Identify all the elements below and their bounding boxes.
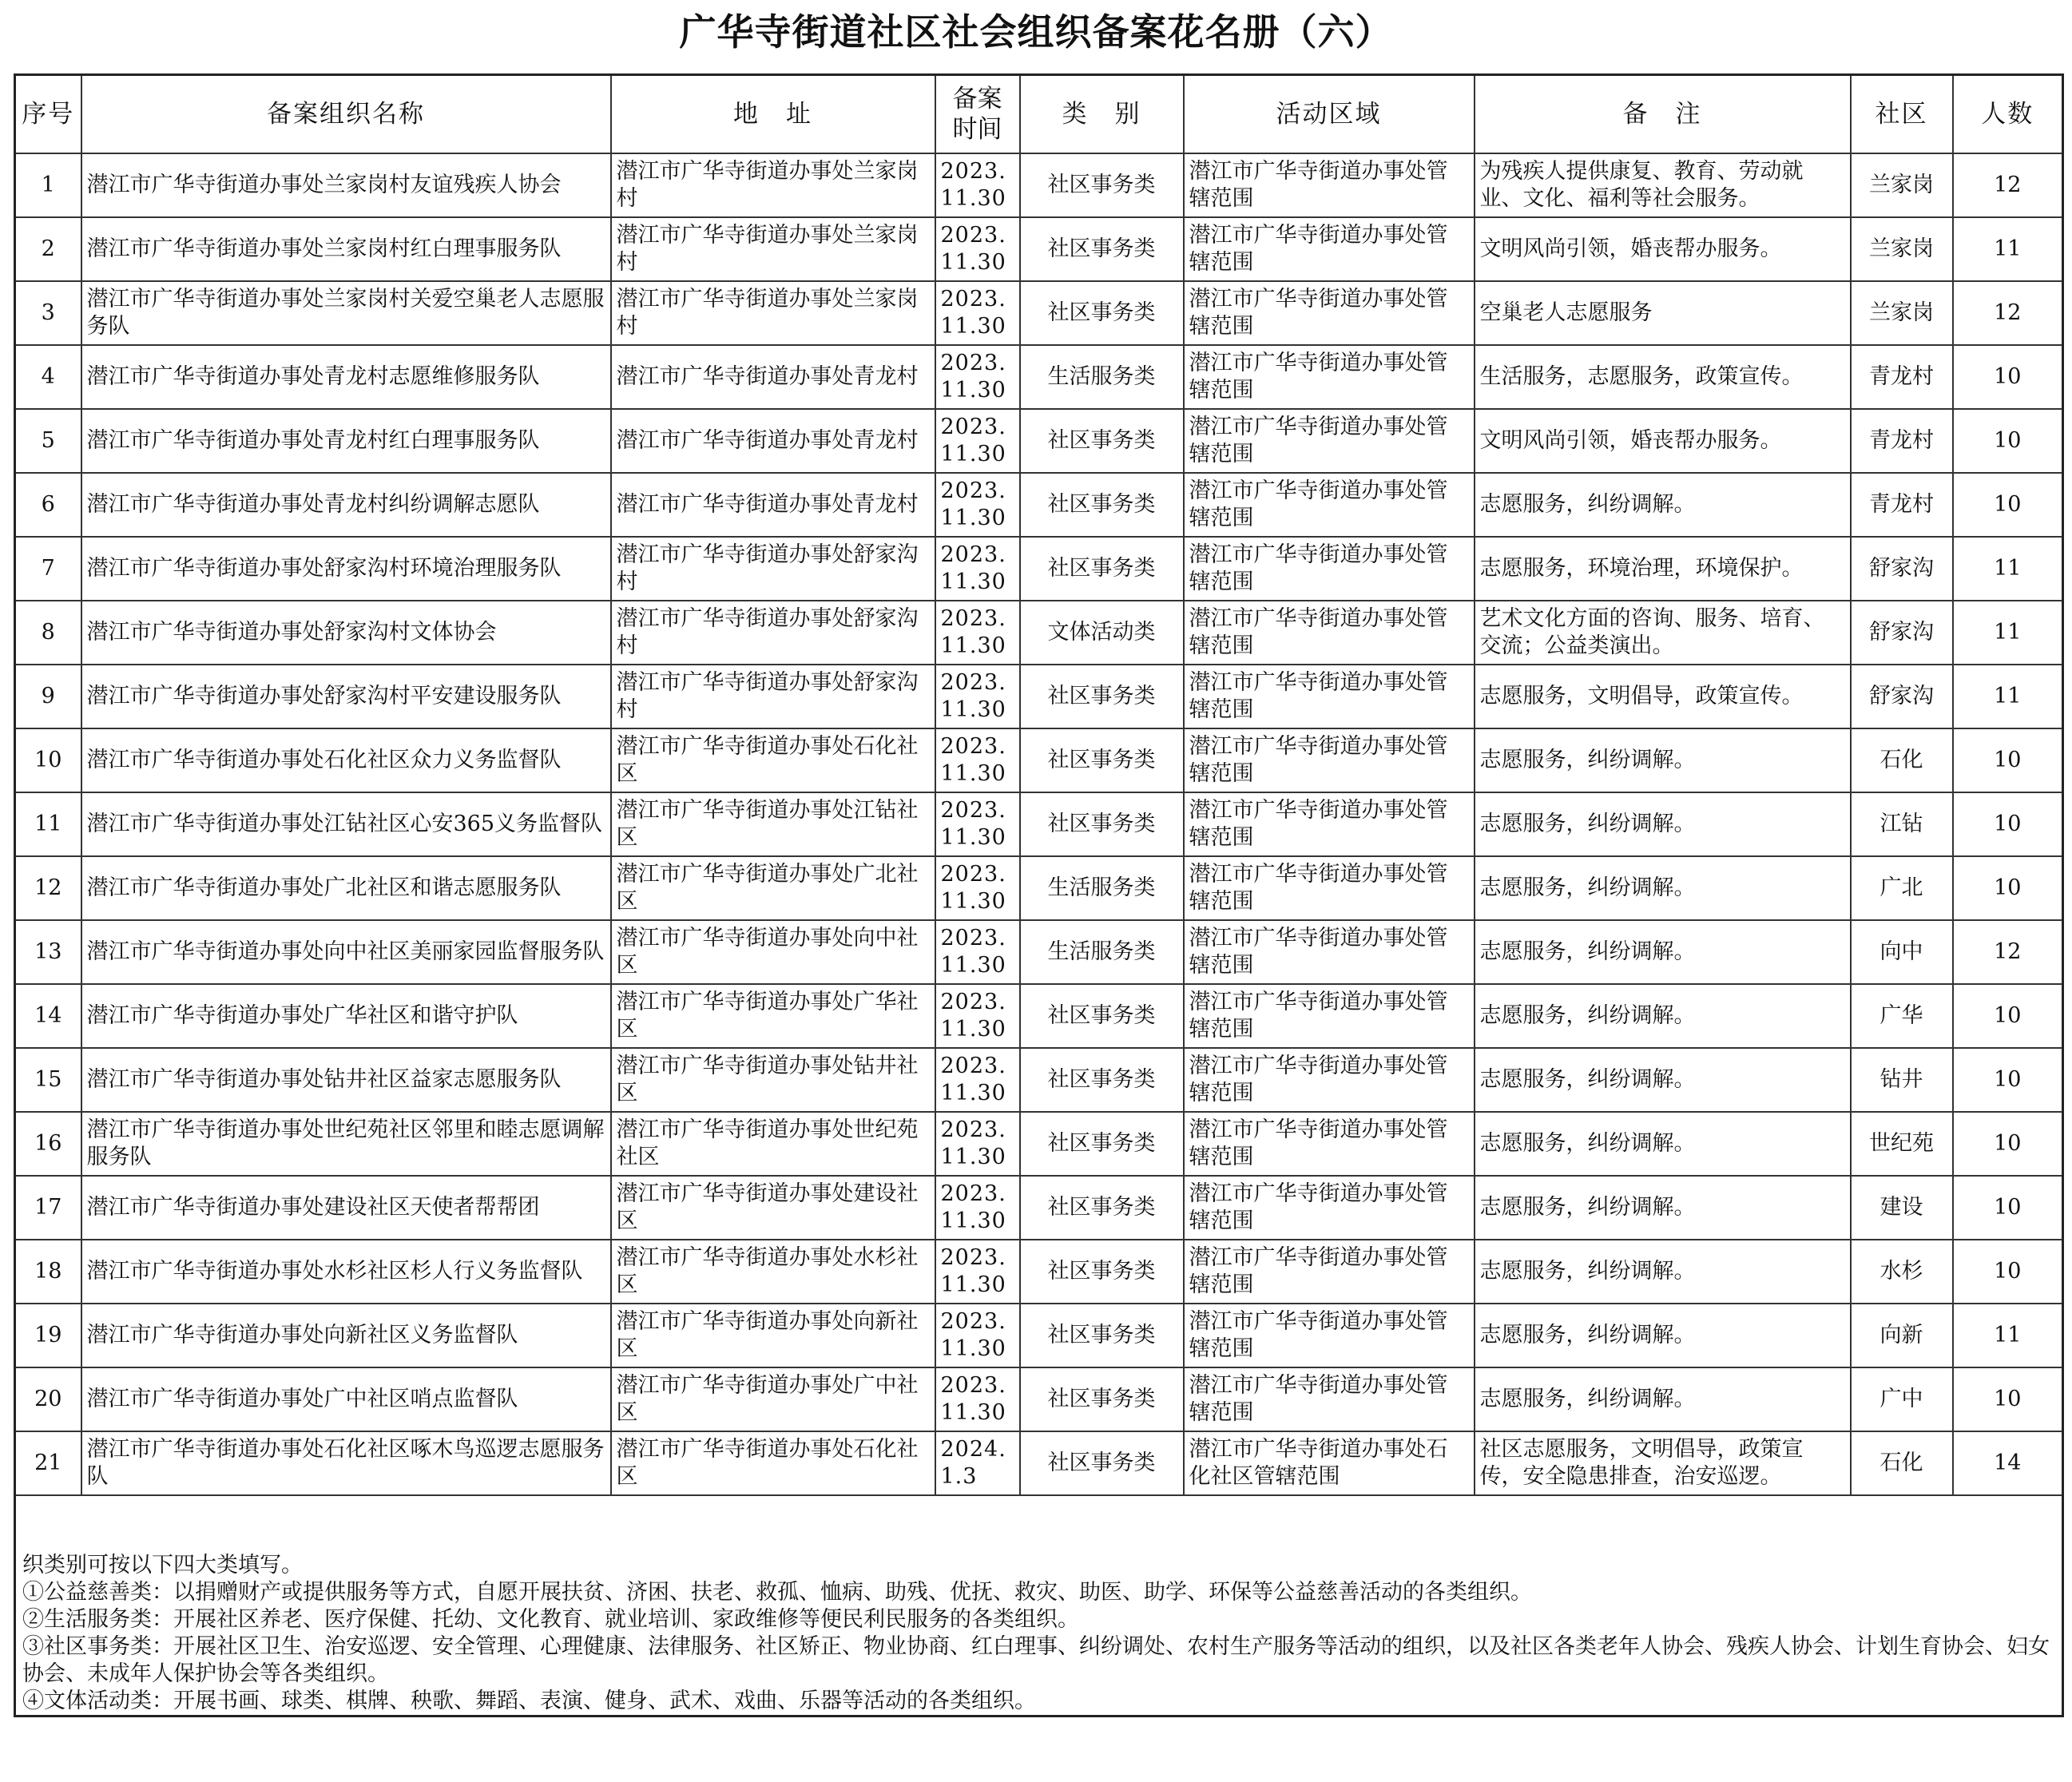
cell-note: 空巢老人志愿服务: [1475, 281, 1851, 345]
category-notes: [15, 1495, 2063, 1717]
cell-index: 7: [15, 537, 81, 601]
cell-activity-area: 潜江市广华寺街道办事处管辖范围: [1184, 856, 1475, 920]
cell-date: 2023. 11.30: [935, 665, 1020, 728]
cell-date: 2023. 11.30: [935, 601, 1020, 665]
cell-note: 志愿服务，纠纷调解。: [1475, 792, 1851, 856]
cell-index: 20: [15, 1367, 81, 1431]
cell-community: 舒家沟: [1851, 537, 1953, 601]
cell-address: 潜江市广华寺街道办事处舒家沟村: [611, 601, 935, 665]
cell-org-name: 潜江市广华寺街道办事处青龙村纠纷调解志愿队: [81, 473, 611, 537]
note-community-affairs: ③社区事务类：开展社区卫生、治安巡逻、安全管理、心理健康、法律服务、社区矫正、物业协商、红白理事、纠纷调处、农村生产服务等活动的组织，以及社区各类老年人协会、残疾人协会、计划生育协会、妇女协会、未成年人保护协会等各类组织。: [22, 1634, 2050, 1686]
cell-category: 社区事务类: [1020, 473, 1184, 537]
cell-community: 钻井: [1851, 1048, 1953, 1112]
page-title: 广华寺街道社区社会组织备案花名册（六）: [679, 10, 1393, 54]
cell-category: 社区事务类: [1020, 1431, 1184, 1495]
cell-date: 2023. 11.30: [935, 728, 1020, 792]
cell-category: 社区事务类: [1020, 665, 1184, 728]
cell-index: 19: [15, 1304, 81, 1367]
table-row: [15, 601, 2063, 665]
note-charity: ①公益慈善类：以捐赠财产或提供服务等方式，自愿开展扶贫、济困、扶老、救孤、恤病、助残、优抚、救灾、助医、助学、环保等公益慈善活动的各类组织。: [22, 1580, 1532, 1605]
table-row: [15, 856, 2063, 920]
cell-date: 2023. 11.30: [935, 1240, 1020, 1304]
cell-org-name: 潜江市广华寺街道办事处兰家岗村关爱空巢老人志愿服务队: [81, 281, 611, 345]
cell-org-name: 潜江市广华寺街道办事处向中社区美丽家园监督服务队: [81, 920, 611, 984]
cell-org-name: 潜江市广华寺街道办事处青龙村志愿维修服务队: [81, 345, 611, 409]
cell-community: 建设: [1851, 1176, 1953, 1240]
note-life-service: ②生活服务类：开展社区养老、医疗保健、托幼、文化教育、就业培训、家政维修等便民利民服务的各类组织。: [22, 1607, 1079, 1632]
table-row: [15, 153, 2063, 217]
cell-community: 向中: [1851, 920, 1953, 984]
cell-category: 社区事务类: [1020, 728, 1184, 792]
cell-date: 2023. 11.30: [935, 217, 1020, 281]
cell-org-name: 潜江市广华寺街道办事处石化社区啄木鸟巡逻志愿服务队: [81, 1431, 611, 1495]
cell-index: 2: [15, 217, 81, 281]
col-header-note: 备 注: [1475, 75, 1851, 154]
cell-community: 青龙村: [1851, 345, 1953, 409]
table-row: [15, 1048, 2063, 1112]
cell-index: 18: [15, 1240, 81, 1304]
cell-note: 志愿服务，环境治理，环境保护。: [1475, 537, 1851, 601]
cell-category: 社区事务类: [1020, 1112, 1184, 1176]
cell-address: 潜江市广华寺街道办事处广华社区: [611, 984, 935, 1048]
cell-index: 12: [15, 856, 81, 920]
table-row: [15, 1112, 2063, 1176]
cell-member-count: 10: [1953, 1240, 2063, 1304]
cell-date: 2023. 11.30: [935, 1112, 1020, 1176]
cell-member-count: 10: [1953, 856, 2063, 920]
cell-category: 社区事务类: [1020, 1048, 1184, 1112]
cell-community: 江钻: [1851, 792, 1953, 856]
note-intro: 织类别可按以下四大类填写。: [22, 1553, 303, 1578]
cell-org-name: 潜江市广华寺街道办事处青龙村红白理事服务队: [81, 409, 611, 473]
cell-category: 社区事务类: [1020, 1240, 1184, 1304]
cell-org-name: 潜江市广华寺街道办事处江钻社区心安365义务监督队: [81, 792, 611, 856]
cell-date: 2023. 11.30: [935, 1367, 1020, 1431]
cell-activity-area: 潜江市广华寺街道办事处管辖范围: [1184, 1304, 1475, 1367]
table-row: [15, 920, 2063, 984]
cell-org-name: 潜江市广华寺街道办事处钻井社区益家志愿服务队: [81, 1048, 611, 1112]
cell-category: 社区事务类: [1020, 1304, 1184, 1367]
cell-org-name: 潜江市广华寺街道办事处广华社区和谐守护队: [81, 984, 611, 1048]
cell-index: 17: [15, 1176, 81, 1240]
cell-index: 15: [15, 1048, 81, 1112]
cell-activity-area: 潜江市广华寺街道办事处管辖范围: [1184, 1367, 1475, 1431]
table-row: [15, 984, 2063, 1048]
cell-index: 9: [15, 665, 81, 728]
cell-org-name: 潜江市广华寺街道办事处广北社区和谐志愿服务队: [81, 856, 611, 920]
cell-activity-area: 潜江市广华寺街道办事处管辖范围: [1184, 281, 1475, 345]
cell-address: 潜江市广华寺街道办事处兰家岗村: [611, 153, 935, 217]
cell-activity-area: 潜江市广华寺街道办事处管辖范围: [1184, 217, 1475, 281]
cell-index: 21: [15, 1431, 81, 1495]
col-header-community: 社区: [1851, 75, 1953, 154]
cell-community: 广北: [1851, 856, 1953, 920]
cell-community: 世纪苑: [1851, 1112, 1953, 1176]
cell-note: 为残疾人提供康复、教育、劳动就业、文化、福利等社会服务。: [1475, 153, 1851, 217]
cell-activity-area: 潜江市广华寺街道办事处管辖范围: [1184, 409, 1475, 473]
table-row: [15, 473, 2063, 537]
cell-note: 志愿服务，纠纷调解。: [1475, 1048, 1851, 1112]
cell-member-count: 10: [1953, 792, 2063, 856]
note-culture-sports: ④文体活动类：开展书画、球类、棋牌、秧歌、舞蹈、表演、健身、武术、戏曲、乐器等活动的各类组织。: [22, 1689, 1036, 1713]
cell-member-count: 11: [1953, 665, 2063, 728]
col-header-area: 活动区域: [1184, 75, 1475, 154]
col-header-address: 地 址: [611, 75, 935, 154]
table-row: [15, 345, 2063, 409]
cell-date: 2023. 11.30: [935, 281, 1020, 345]
cell-address: 潜江市广华寺街道办事处广中社区: [611, 1367, 935, 1431]
table-row: [15, 1431, 2063, 1495]
cell-date: 2023. 11.30: [935, 345, 1020, 409]
col-header-date: 备案 时间: [935, 75, 1020, 154]
cell-org-name: 潜江市广华寺街道办事处舒家沟村文体协会: [81, 601, 611, 665]
cell-index: 8: [15, 601, 81, 665]
cell-community: 水杉: [1851, 1240, 1953, 1304]
cell-category: 文体活动类: [1020, 601, 1184, 665]
cell-index: 6: [15, 473, 81, 537]
cell-activity-area: 潜江市广华寺街道办事处管辖范围: [1184, 1112, 1475, 1176]
col-header-category: 类 别: [1020, 75, 1184, 154]
cell-member-count: 10: [1953, 345, 2063, 409]
cell-member-count: 12: [1953, 920, 2063, 984]
cell-category: 生活服务类: [1020, 856, 1184, 920]
cell-category: 社区事务类: [1020, 984, 1184, 1048]
cell-member-count: 10: [1953, 1176, 2063, 1240]
cell-activity-area: 潜江市广华寺街道办事处管辖范围: [1184, 665, 1475, 728]
cell-index: 11: [15, 792, 81, 856]
cell-community: 兰家岗: [1851, 153, 1953, 217]
cell-member-count: 11: [1953, 217, 2063, 281]
cell-activity-area: 潜江市广华寺街道办事处管辖范围: [1184, 792, 1475, 856]
cell-member-count: 10: [1953, 409, 2063, 473]
cell-member-count: 10: [1953, 984, 2063, 1048]
cell-community: 石化: [1851, 728, 1953, 792]
cell-date: 2023. 11.30: [935, 473, 1020, 537]
cell-community: 石化: [1851, 1431, 1953, 1495]
roster-table: [14, 73, 2064, 1717]
table-row: [15, 281, 2063, 345]
cell-address: 潜江市广华寺街道办事处向新社区: [611, 1304, 935, 1367]
cell-member-count: 12: [1953, 153, 2063, 217]
cell-note: 志愿服务，纠纷调解。: [1475, 1304, 1851, 1367]
cell-date: 2023. 11.30: [935, 537, 1020, 601]
cell-activity-area: 潜江市广华寺街道办事处管辖范围: [1184, 1048, 1475, 1112]
cell-address: 潜江市广华寺街道办事处江钻社区: [611, 792, 935, 856]
cell-activity-area: 潜江市广华寺街道办事处石化社区管辖范围: [1184, 1431, 1475, 1495]
cell-community: 兰家岗: [1851, 217, 1953, 281]
cell-address: 潜江市广华寺街道办事处石化社区: [611, 1431, 935, 1495]
table-row: [15, 1367, 2063, 1431]
cell-note: 志愿服务，纠纷调解。: [1475, 1112, 1851, 1176]
cell-date: 2023. 11.30: [935, 1048, 1020, 1112]
cell-member-count: 10: [1953, 1048, 2063, 1112]
cell-date: 2023. 11.30: [935, 920, 1020, 984]
cell-community: 广华: [1851, 984, 1953, 1048]
cell-index: 4: [15, 345, 81, 409]
cell-address: 潜江市广华寺街道办事处钻井社区: [611, 1048, 935, 1112]
cell-note: 志愿服务，纠纷调解。: [1475, 1176, 1851, 1240]
cell-note: 志愿服务，纠纷调解。: [1475, 984, 1851, 1048]
cell-note: 志愿服务，纠纷调解。: [1475, 728, 1851, 792]
table-row: [15, 217, 2063, 281]
cell-date: 2023. 11.30: [935, 984, 1020, 1048]
cell-member-count: 10: [1953, 1367, 2063, 1431]
cell-member-count: 10: [1953, 1112, 2063, 1176]
cell-category: 社区事务类: [1020, 217, 1184, 281]
cell-date: 2024. 1.3: [935, 1431, 1020, 1495]
cell-member-count: 11: [1953, 537, 2063, 601]
cell-address: 潜江市广华寺街道办事处建设社区: [611, 1176, 935, 1240]
notes-row: [15, 1495, 2063, 1717]
cell-activity-area: 潜江市广华寺街道办事处管辖范围: [1184, 537, 1475, 601]
cell-activity-area: 潜江市广华寺街道办事处管辖范围: [1184, 1176, 1475, 1240]
cell-address: 潜江市广华寺街道办事处广北社区: [611, 856, 935, 920]
table-row: [15, 1240, 2063, 1304]
col-header-count: 人数: [1953, 75, 2063, 154]
cell-note: 艺术文化方面的咨询、服务、培育、交流；公益类演出。: [1475, 601, 1851, 665]
cell-date: 2023. 11.30: [935, 153, 1020, 217]
cell-activity-area: 潜江市广华寺街道办事处管辖范围: [1184, 345, 1475, 409]
cell-category: 社区事务类: [1020, 281, 1184, 345]
cell-member-count: 10: [1953, 473, 2063, 537]
cell-activity-area: 潜江市广华寺街道办事处管辖范围: [1184, 920, 1475, 984]
cell-org-name: 潜江市广华寺街道办事处舒家沟村环境治理服务队: [81, 537, 611, 601]
cell-org-name: 潜江市广华寺街道办事处舒家沟村平安建设服务队: [81, 665, 611, 728]
cell-note: 志愿服务，纠纷调解。: [1475, 473, 1851, 537]
cell-org-name: 潜江市广华寺街道办事处向新社区义务监督队: [81, 1304, 611, 1367]
table-row: [15, 537, 2063, 601]
cell-category: 社区事务类: [1020, 1176, 1184, 1240]
cell-address: 潜江市广华寺街道办事处兰家岗村: [611, 217, 935, 281]
cell-index: 10: [15, 728, 81, 792]
cell-member-count: 10: [1953, 728, 2063, 792]
cell-member-count: 11: [1953, 1304, 2063, 1367]
cell-index: 5: [15, 409, 81, 473]
table-row: [15, 1176, 2063, 1240]
cell-category: 社区事务类: [1020, 792, 1184, 856]
cell-community: 向新: [1851, 1304, 1953, 1367]
cell-community: 舒家沟: [1851, 601, 1953, 665]
cell-org-name: 潜江市广华寺街道办事处兰家岗村友谊残疾人协会: [81, 153, 611, 217]
cell-note: 志愿服务，文明倡导，政策宣传。: [1475, 665, 1851, 728]
cell-note: 文明风尚引领，婚丧帮办服务。: [1475, 217, 1851, 281]
cell-member-count: 12: [1953, 281, 2063, 345]
cell-address: 潜江市广华寺街道办事处向中社区: [611, 920, 935, 984]
cell-org-name: 潜江市广华寺街道办事处广中社区哨点监督队: [81, 1367, 611, 1431]
cell-date: 2023. 11.30: [935, 1304, 1020, 1367]
cell-date: 2023. 11.30: [935, 792, 1020, 856]
cell-address: 潜江市广华寺街道办事处石化社区: [611, 728, 935, 792]
cell-note: 文明风尚引领，婚丧帮办服务。: [1475, 409, 1851, 473]
cell-member-count: 14: [1953, 1431, 2063, 1495]
cell-org-name: 潜江市广华寺街道办事处水杉社区杉人行义务监督队: [81, 1240, 611, 1304]
cell-date: 2023. 11.30: [935, 856, 1020, 920]
table-row: [15, 792, 2063, 856]
cell-activity-area: 潜江市广华寺街道办事处管辖范围: [1184, 984, 1475, 1048]
cell-org-name: 潜江市广华寺街道办事处建设社区天使者帮帮团: [81, 1176, 611, 1240]
cell-community: 舒家沟: [1851, 665, 1953, 728]
col-header-name: 备案组织名称: [81, 75, 611, 154]
cell-community: 兰家岗: [1851, 281, 1953, 345]
cell-community: 青龙村: [1851, 409, 1953, 473]
cell-note: 志愿服务，纠纷调解。: [1475, 1240, 1851, 1304]
cell-address: 潜江市广华寺街道办事处青龙村: [611, 473, 935, 537]
cell-index: 1: [15, 153, 81, 217]
cell-org-name: 潜江市广华寺街道办事处石化社区众力义务监督队: [81, 728, 611, 792]
cell-note: 志愿服务，纠纷调解。: [1475, 856, 1851, 920]
cell-address: 潜江市广华寺街道办事处舒家沟村: [611, 665, 935, 728]
cell-index: 3: [15, 281, 81, 345]
cell-org-name: 潜江市广华寺街道办事处兰家岗村红白理事服务队: [81, 217, 611, 281]
table-row: [15, 409, 2063, 473]
cell-address: 潜江市广华寺街道办事处青龙村: [611, 409, 935, 473]
cell-activity-area: 潜江市广华寺街道办事处管辖范围: [1184, 153, 1475, 217]
cell-index: 14: [15, 984, 81, 1048]
cell-index: 16: [15, 1112, 81, 1176]
cell-note: 生活服务，志愿服务，政策宣传。: [1475, 345, 1851, 409]
table-row: [15, 1304, 2063, 1367]
cell-category: 社区事务类: [1020, 409, 1184, 473]
cell-note: 志愿服务，纠纷调解。: [1475, 920, 1851, 984]
cell-org-name: 潜江市广华寺街道办事处世纪苑社区邻里和睦志愿调解服务队: [81, 1112, 611, 1176]
table-row: [15, 665, 2063, 728]
cell-category: 社区事务类: [1020, 1367, 1184, 1431]
cell-address: 潜江市广华寺街道办事处世纪苑社区: [611, 1112, 935, 1176]
cell-index: 13: [15, 920, 81, 984]
cell-community: 广中: [1851, 1367, 1953, 1431]
cell-member-count: 11: [1953, 601, 2063, 665]
table-body: [15, 153, 2063, 1495]
cell-community: 青龙村: [1851, 473, 1953, 537]
cell-date: 2023. 11.30: [935, 1176, 1020, 1240]
cell-category: 生活服务类: [1020, 920, 1184, 984]
cell-activity-area: 潜江市广华寺街道办事处管辖范围: [1184, 728, 1475, 792]
cell-address: 潜江市广华寺街道办事处舒家沟村: [611, 537, 935, 601]
cell-category: 社区事务类: [1020, 537, 1184, 601]
cell-note: 社区志愿服务，文明倡导，政策宣传，安全隐患排查，治安巡逻。: [1475, 1431, 1851, 1495]
cell-activity-area: 潜江市广华寺街道办事处管辖范围: [1184, 1240, 1475, 1304]
cell-address: 潜江市广华寺街道办事处青龙村: [611, 345, 935, 409]
cell-address: 潜江市广华寺街道办事处兰家岗村: [611, 281, 935, 345]
cell-activity-area: 潜江市广华寺街道办事处管辖范围: [1184, 601, 1475, 665]
cell-date: 2023. 11.30: [935, 409, 1020, 473]
col-header-index: 序号: [15, 75, 81, 154]
cell-category: 生活服务类: [1020, 345, 1184, 409]
cell-category: 社区事务类: [1020, 153, 1184, 217]
table-header-row: [15, 75, 2063, 154]
cell-activity-area: 潜江市广华寺街道办事处管辖范围: [1184, 473, 1475, 537]
cell-address: 潜江市广华寺街道办事处水杉社区: [611, 1240, 935, 1304]
cell-note: 志愿服务，纠纷调解。: [1475, 1367, 1851, 1431]
table-row: [15, 728, 2063, 792]
